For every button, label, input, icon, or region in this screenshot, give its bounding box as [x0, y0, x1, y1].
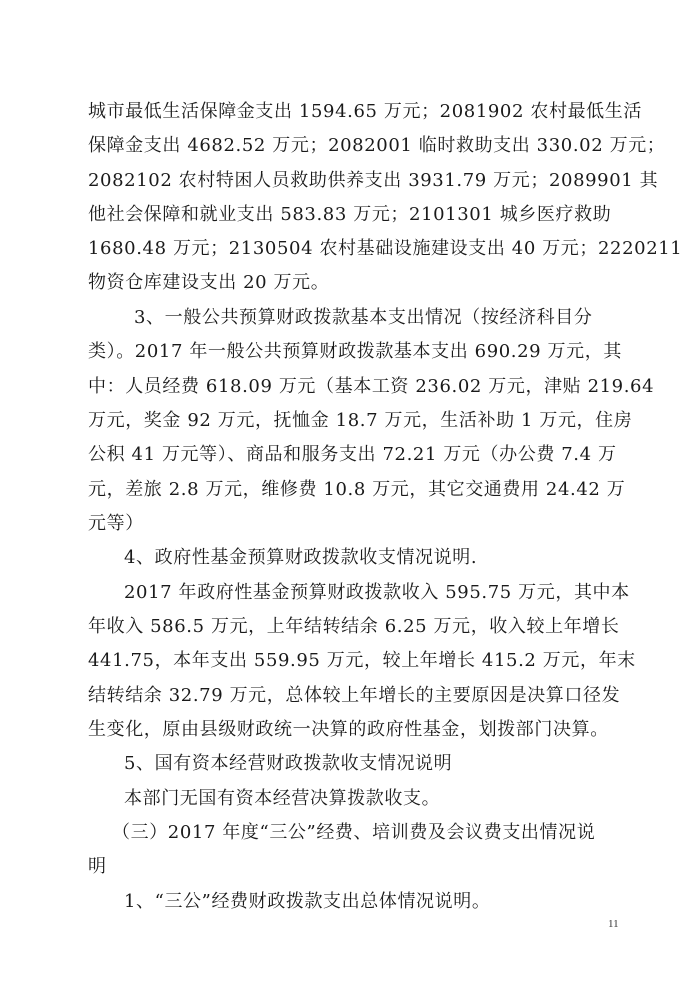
section-heading-1: 1、“三公”经费财政拨款支出总体情况说明。: [124, 891, 491, 912]
text-line-12: 元，差旅 2.8 万元，维修费 10.8 万元，其它交通费用 24.42 万: [88, 479, 626, 500]
section-heading-3-sub: （三）2017 年度“三公”经费、培训费及会议费支出情况说: [112, 822, 596, 843]
text-line-11: 公积 41 万元等）、商品和服务支出 72.21 万元（办公费 7.4 万: [88, 444, 617, 465]
text-line-21: 本部门无国有资本经营决算拨款收支。: [124, 788, 441, 809]
text-line-6: 物资仓库建设支出 20 万元。: [88, 272, 330, 293]
section-heading-4: 4、政府性基金预算财政拨款收支情况说明.: [124, 547, 478, 568]
text-line-4: 他社会保障和就业支出 583.83 万元；2101301 城乡医疗救助: [88, 204, 612, 225]
text-line-17: 441.75，本年支出 559.95 万元，较上年增长 415.2 万元，年末: [88, 650, 636, 671]
text-line-1: 城市最低生活保障金支出 1594.65 万元；2081902 农村最低生活: [88, 101, 642, 122]
text-line-3: 2082102 农村特困人员救助供养支出 3931.79 万元；2089901 其: [88, 170, 659, 191]
text-line-8: 类）。2017 年一般公共预算财政拨款基本支出 690.29 万元，其: [88, 341, 622, 362]
text-line-10: 万元，奖金 92 万元，抚恤金 18.7 万元，生活补助 1 万元，住房: [88, 410, 633, 431]
text-line-13: 元等）: [88, 513, 144, 534]
text-line-23: 明: [88, 856, 107, 877]
text-line-5: 1680.48 万元；2130504 农村基础设施建设支出 40 万元；2220211: [88, 238, 683, 259]
text-line-16: 年收入 586.5 万元，上年结转结余 6.25 万元，收入较上年增长: [88, 616, 620, 637]
section-heading-5: 5、国有资本经营财政拨款收支情况说明: [124, 753, 453, 774]
text-line-2: 保障金支出 4682.52 万元；2082001 临时救助支出 330.02 万元；: [88, 135, 666, 156]
text-line-9: 中：人员经费 618.09 万元（基本工资 236.02 万元，津贴 219.64: [88, 376, 655, 397]
page-number: 11: [608, 918, 619, 930]
section-heading-3: 3、一般公共预算财政拨款基本支出情况（按经济科目分: [134, 307, 593, 328]
text-line-18: 结转结余 32.79 万元，总体较上年增长的主要原因是决算口径发: [88, 685, 621, 706]
text-line-19: 生变化，原由县级财政统一决算的政府性基金，划拨部门决算。: [88, 719, 609, 740]
text-line-15: 2017 年政府性基金预算财政拨款收入 595.75 万元，其中本: [124, 582, 630, 603]
